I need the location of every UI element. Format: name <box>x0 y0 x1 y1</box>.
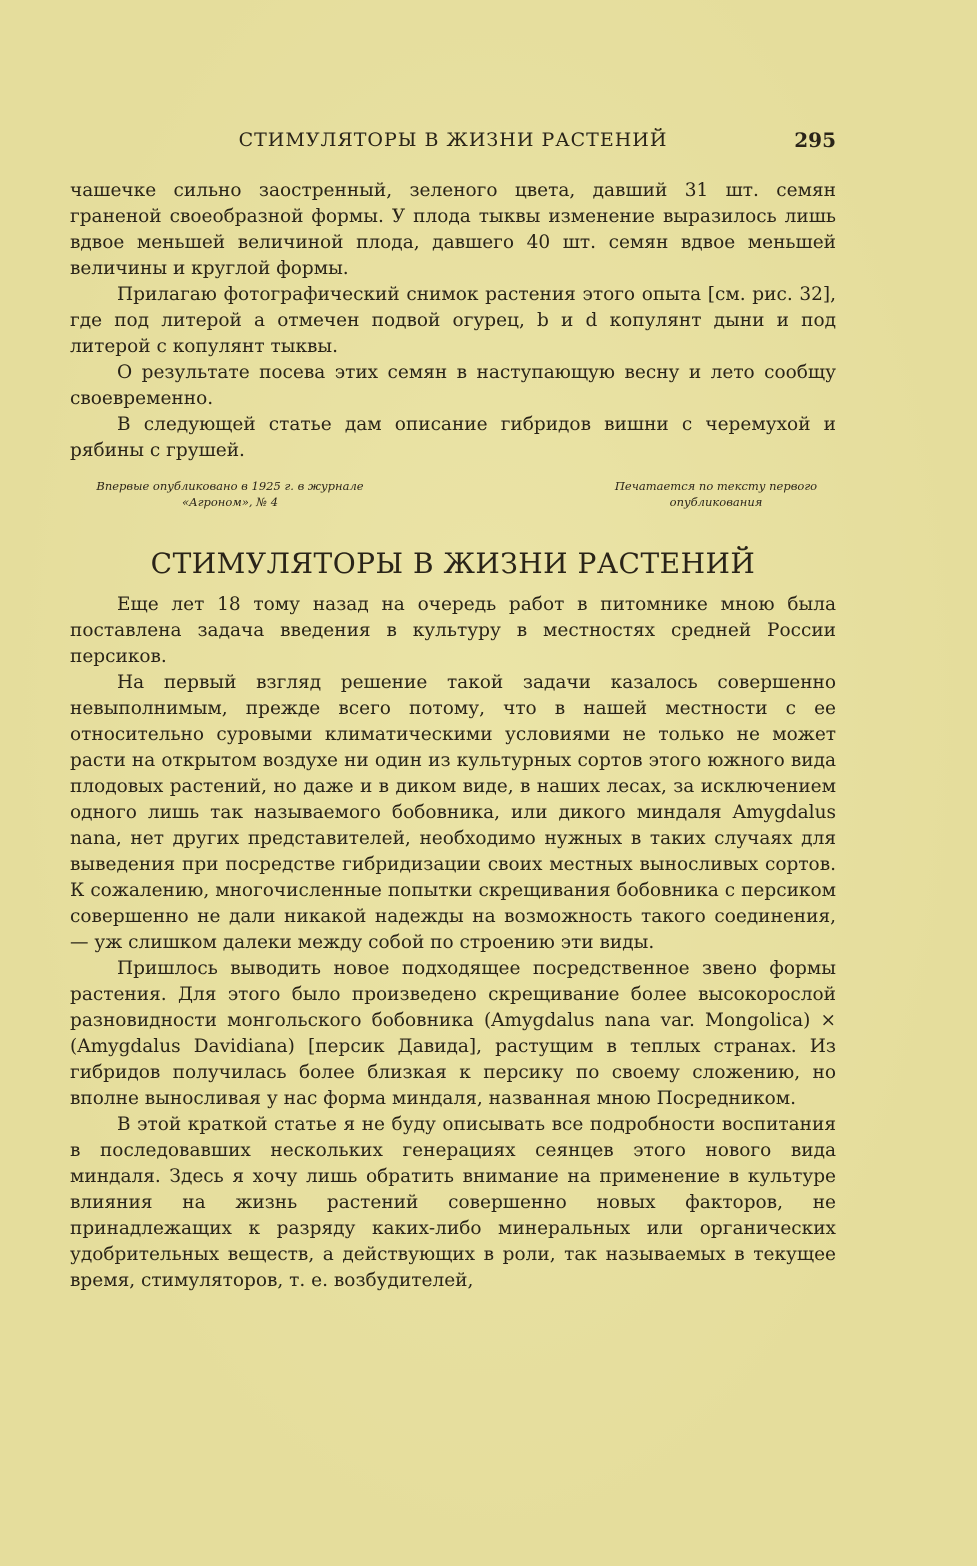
note-line: «Агроном», № 4 <box>181 495 279 509</box>
running-header <box>70 126 836 156</box>
publication-notes <box>70 478 836 512</box>
paragraph: Прилагаю фотографический снимок растения этого опыта [см. рис. 32], где под литерой a отмечен подвой огурец, b и d копулянт дыни и под литерой c копулянт тыквы. <box>70 284 836 357</box>
paragraph: В этой краткой статье я не буду описывать все подробности воспитания в последовавших нескольких генерациях сеянцев этого нового вида миндаля. Здесь я хочу лишь обратить внимание на применение в культуре влияния на жизнь растений совершенно новых факторов, не принадлежащих к разряду каких-либо минеральных или органических удобрительных веществ, а действующих в роли, так называемых в текущее время, стимуляторов, т. е. возбудителей, <box>70 1114 836 1291</box>
article-title: СТИМУЛЯТОРЫ В ЖИЗНИ РАСТЕНИЙ <box>150 547 756 580</box>
paragraph: О результате посева этих семян в наступающую весну и лето сообщу своевременно. <box>70 362 836 409</box>
paragraph: В следующей статье дам описание гибридов вишни с черемухой и рябины с грушей. <box>70 414 836 461</box>
note-line: опубликования <box>669 495 763 509</box>
paragraph: Пришлось выводить новое подходящее посредственное звено формы растения. Для этого было произведено скрещивание более высокорослой разновидности монгольского бобовника (Amygdalus nana var. Mongolica) × (Amygdalus Davidiana) [персик Давида], растущим в теплых странах. Из гибридов получилась более близкая к персику по своему сложению, но вполне выносливая у нас форма миндаля, названная мною Посредником. <box>70 958 836 1109</box>
previous-article-text <box>70 178 836 464</box>
paragraph: Еще лет 18 тому назад на очередь работ в питомнике мною была поставлена задача введения в культуру в местностях средней России персиков. <box>70 594 836 667</box>
first-published-note <box>70 478 390 510</box>
paragraph: На первый взгляд решение такой задачи казалось совершенно невыполнимым, прежде всего потому, что в нашей местности с ее относительно суровыми климатическими условиями не только не может расти на открытом воздухе ни один из культурных сортов этого южного вида плодовых растений, но даже и в диком виде, в наших лесах, за исключением одного лишь так называемого бобовника, или дикого миндаля Amygdalus nana, нет других представителей, необходимо нужных в таких случаях для выведения при посредстве гибридизации своих местных выносливых сортов. К сожалению, многочисленные попытки скрещивания бобовника с персиком совершенно не дали никакой надежды на возможность такого соединения, — уж слишком далеки между собой по строению эти виды. <box>70 672 836 953</box>
note-line: Впервые опубликовано в 1925 г. в журнале <box>96 479 364 493</box>
running-title: СТИМУЛЯТОРЫ В ЖИЗНИ РАСТЕНИЙ <box>238 129 668 151</box>
source-text-note <box>596 478 836 510</box>
article-body <box>70 592 836 1294</box>
paragraph: чашечке сильно заостренный, зеленого цвета, давший 31 шт. семян граненой своеобразной формы. У плода тыквы изменение выразилось лишь вдвое меньшей величиной плода, давшего 40 шт. семян вдвое меньшей величины и круглой формы. <box>70 180 836 279</box>
page-number: 295 <box>794 128 836 152</box>
note-line: Печатается по тексту первого <box>614 479 818 493</box>
